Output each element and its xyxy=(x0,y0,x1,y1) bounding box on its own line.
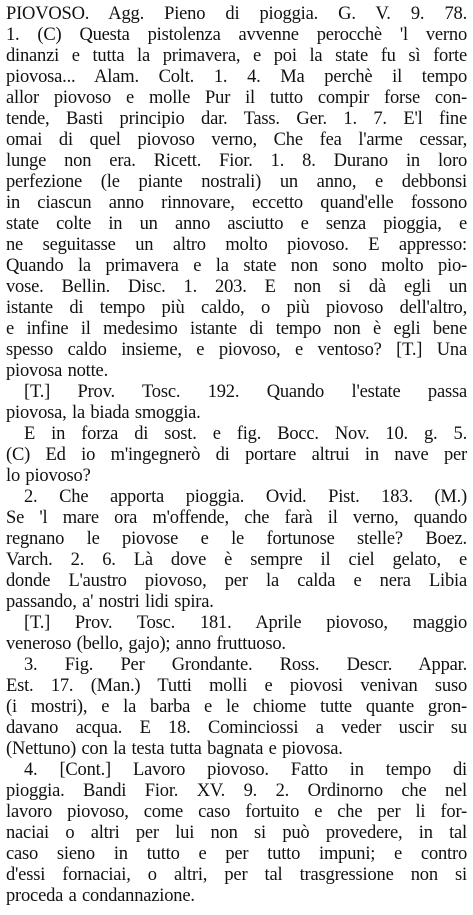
entry-line-41: caso sieno in tutto e per tutto impuni; e contro xyxy=(6,844,467,864)
entry-line-39: lavoro piovoso, come caso fortuito e che per li for- xyxy=(6,802,467,822)
entry-line-31: veneroso (bello, gajo); anno fruttuoso. xyxy=(6,634,286,654)
entry-line-16: e infine il medesimo istante di tempo non è egli bene xyxy=(6,319,467,339)
entry-line-35: davano acqua. E 18. Cominciossi a veder uscir su xyxy=(6,718,467,738)
entry-line-22: (C) Ed io m'ingegnerò di portare altrui in nave per xyxy=(6,445,467,465)
entry-line-5: allor piovoso e molle Pur il tutto compir forse con- xyxy=(6,88,467,108)
entry-line-3: dinanzi e tutta la primavera, e poi la state fu sì forte xyxy=(6,46,467,66)
entry-line-6: tende, Basti principio dar. Tass. Ger. 1. 7. E'l fine xyxy=(6,109,467,129)
entry-line-12: ne seguitasse un altro molto piovoso. E appresso: xyxy=(6,235,467,255)
entry-line-37: 4. [Cont.] Lavoro piovoso. Fatto in tempo di xyxy=(24,760,467,780)
entry-line-8: lunge non era. Ricett. Fior. 1. 8. Durano in loro xyxy=(6,151,467,171)
entry-line-42: d'essi fornaciai, o altri, per tal trasgressione non si xyxy=(6,865,467,885)
entry-line-27: Varch. 2. 6. Là dove è sempre il ciel gelato, e xyxy=(6,550,467,570)
entry-line-28: donde L'austro piovoso, per la calda e nera Libia xyxy=(6,571,467,591)
entry-line-25: Se 'l mare ora m'offende, che farà il verno, quando xyxy=(6,508,467,528)
entry-line-34: (i mostri), e la barba e le chiome tutte quante gron- xyxy=(6,697,467,717)
entry-line-4: piovosa... Alam. Colt. 1. 4. Ma perchè il tempo xyxy=(6,67,467,87)
entry-line-33: Est. 17. (Man.) Tutti molli e piovosi venivan suso xyxy=(6,676,467,696)
entry-line-13: Quando la primavera e la state non sono molto pio- xyxy=(6,256,467,276)
entry-line-21: E in forza di sost. e fig. Bocc. Nov. 10. g. 5. xyxy=(24,424,467,444)
entry-line-10: in ciascun anno rinnovare, eccetto quand'elle fossono xyxy=(6,193,467,213)
entry-line-38: pioggia. Bandi Fior. XV. 9. 2. Ordinorno che nel xyxy=(6,781,467,801)
entry-line-43: proceda a condannazione. xyxy=(6,886,195,906)
entry-line-24: 2. Che apporta pioggia. Ovid. Pist. 183. (M.) xyxy=(24,487,467,507)
entry-line-2: 1. (C) Questa pistolenza avvenne perocchè 'l verno xyxy=(6,25,467,45)
entry-line-26: regnano le piovose e le fortunose stelle? Boez. xyxy=(6,529,467,549)
entry-line-1: PIOVOSO. Agg. Pieno di pioggia. G. V. 9. 78. xyxy=(6,4,467,24)
entry-line-29: passando, a' nostri lidi spira. xyxy=(6,592,214,612)
entry-line-14: vose. Bellin. Disc. 1. 203. E non si dà egli un xyxy=(6,277,467,297)
entry-line-23: lo piovoso? xyxy=(6,466,91,486)
entry-line-30: [T.] Prov. Tosc. 181. Aprile piovoso, maggio xyxy=(24,613,467,633)
entry-line-20: piovosa, la biada smoggia. xyxy=(6,403,201,423)
entry-line-15: istante di tempo più caldo, o più piovoso dell'altro, xyxy=(6,298,467,318)
entry-line-19: [T.] Prov. Tosc. 192. Quando l'estate passa xyxy=(24,382,467,402)
entry-line-18: piovosa notte. xyxy=(6,361,108,381)
entry-line-32: 3. Fig. Per Grondante. Ross. Descr. Appar. xyxy=(24,655,467,675)
entry-line-9: perfezione (le piante nostrali) un anno, e debbonsi xyxy=(6,172,467,192)
entry-line-11: state colte in un anno asciutto e senza pioggia, e xyxy=(6,214,467,234)
entry-line-40: naciai o altri per lui non si può provedere, in tal xyxy=(6,823,467,843)
entry-line-7: omai di quel piovoso verno, Che fea l'arme cessar, xyxy=(6,130,467,150)
entry-line-36: (Nettuno) con la testa tutta bagnata e piovosa. xyxy=(6,739,343,759)
entry-line-17: spesso caldo insieme, e piovoso, e ventoso? [T.] Una xyxy=(6,340,467,360)
